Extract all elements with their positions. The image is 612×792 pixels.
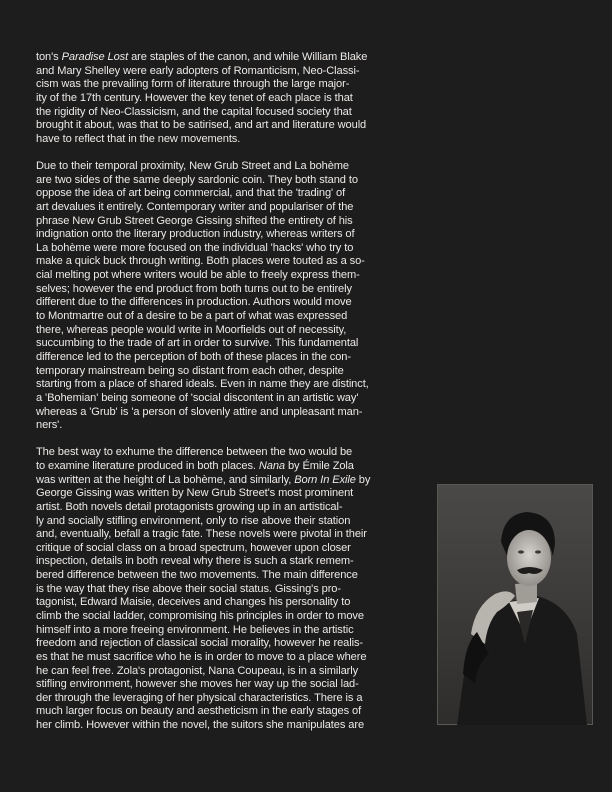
text-line	[36, 365, 408, 379]
text-segment: artist. Both novels detail protagonists growing up in an artistical-	[36, 500, 343, 513]
text-segment: Due to their temporal proximity, New Grub Street and La bohème	[36, 159, 349, 172]
text-segment: difference led to the perception of both of these places in the con-	[36, 350, 351, 363]
text-segment: tagonist, Edward Maisie, deceives and changes his personality to	[36, 596, 351, 609]
text-segment: much larger focus on beauty and aestheticism in the early stages of	[36, 705, 362, 718]
text-line	[36, 555, 408, 569]
text-segment: es that he must sacrifice who he is in order to move to a place where	[36, 650, 367, 663]
text-segment: cial melting pot where writers would be able to freely express them-	[36, 269, 360, 282]
text-line	[36, 65, 408, 79]
text-segment: der through the leveraging of her physical characteristics. There is a	[36, 691, 363, 704]
text-segment: starting from a place of shared ideals. Even in name they are distinct,	[36, 378, 369, 391]
text-line	[36, 119, 408, 133]
text-segment: art devalues it entirely. Contemporary writer and populariser of the	[36, 200, 354, 213]
article-paragraph	[36, 51, 408, 146]
text-segment: freedom and rejection of classical social morality, however he realis-	[36, 637, 363, 650]
text-segment: by Émile Zola	[284, 459, 354, 472]
text-segment: her climb. However within the novel, the suitors she manipulates are	[36, 719, 365, 732]
text-segment: selves; however the end product from both turns out to be entirely	[36, 282, 352, 295]
text-segment: The best way to exhume the difference between the two would be	[36, 446, 353, 459]
text-segment: he can feel free. Zola's protagonist, Nana Coupeau, is in a similarly	[36, 664, 359, 677]
text-line	[36, 637, 408, 651]
text-line	[36, 460, 408, 474]
text-line	[36, 228, 408, 242]
text-segment: ners'.	[36, 419, 63, 432]
text-line	[36, 174, 408, 188]
text-segment: whereas a 'Grub' is 'a person of slovenly attire and unpleasant man-	[36, 405, 363, 418]
italic-title: Paradise Lost	[61, 51, 129, 63]
text-line	[36, 310, 408, 324]
text-segment: is the way that they rise above their social status. Gissing's pro-	[36, 582, 341, 595]
text-segment: the rigidity of Neo-Classicism, and the capital focused society that	[36, 105, 352, 118]
text-line	[36, 92, 408, 106]
text-segment: brought it about, was that to be satirised, and art and literature would	[36, 119, 367, 132]
text-line	[36, 283, 408, 297]
text-line	[36, 324, 408, 338]
text-segment: to Montmartre out of a desire to be a part of what was expressed	[36, 310, 348, 323]
text-segment: by	[355, 473, 371, 486]
text-line	[36, 419, 408, 433]
text-segment: ity of the 17th century. However the key tenet of each place is that	[36, 91, 353, 104]
text-line	[36, 51, 408, 65]
article-text-column	[36, 51, 408, 746]
text-segment: stifling environment, however she moves her way up the social lad-	[36, 678, 359, 691]
portrait-photo	[437, 484, 593, 725]
text-segment: and Mary Shelley were early adopters of Romanticism, Neo-Classi-	[36, 64, 360, 77]
article-paragraph	[36, 160, 408, 433]
text-segment: phrase New Grub Street George Gissing shifted the entirety of his	[36, 214, 353, 227]
text-line	[36, 515, 408, 529]
italic-title: Born In Exile	[294, 473, 356, 486]
text-line	[36, 583, 408, 597]
text-line	[36, 610, 408, 624]
text-line	[36, 201, 408, 215]
text-line	[36, 528, 408, 542]
text-line	[36, 474, 408, 488]
text-line	[36, 296, 408, 310]
text-segment: are staples of the canon, and while William Blake	[128, 51, 368, 63]
text-segment: inspection, details in both reveal why there is such a stark remem-	[36, 555, 354, 568]
text-segment: oppose the idea of art being commercial, and that the 'trading' of	[36, 187, 346, 200]
text-segment: succumbing to the trade of art in order to survive. This fundamental	[36, 337, 359, 350]
text-segment: have to reflect that in the new movements.	[36, 132, 241, 145]
text-segment: climb the social ladder, compromising his principles in order to move	[36, 609, 364, 622]
text-segment: was written at the height of La bohème, and similarly,	[36, 473, 295, 486]
text-segment: different due to the differences in production. Authors would move	[36, 296, 352, 309]
text-line	[36, 542, 408, 556]
text-line	[36, 406, 408, 420]
portrait-photo-icon	[437, 484, 593, 725]
text-line	[36, 624, 408, 638]
text-segment: there, whereas people would write in Moorfields out of necessity,	[36, 323, 347, 336]
text-line	[36, 106, 408, 120]
text-line	[36, 255, 408, 269]
text-line	[36, 187, 408, 201]
article-paragraph	[36, 446, 408, 732]
text-segment: make a quick buck through writing. Both places were touted as a so-	[36, 255, 365, 268]
text-segment: temporary mainstream being so distant from each other, despite	[36, 364, 344, 377]
text-segment: indignation onto the literary production industry, whereas writers of	[36, 228, 355, 241]
text-line	[36, 215, 408, 229]
text-line	[36, 651, 408, 665]
text-segment: are two sides of the same deeply sardonic coin. They both stand to	[36, 173, 358, 186]
text-line	[36, 160, 408, 174]
text-line	[36, 678, 408, 692]
text-segment: bered difference between the two movements. The main difference	[36, 569, 358, 582]
text-segment: himself into a more freeing environment. He believes in the artistic	[36, 623, 354, 636]
text-line	[36, 487, 408, 501]
text-line	[36, 665, 408, 679]
text-line	[36, 692, 408, 706]
text-line	[36, 705, 408, 719]
text-segment: critique of social class on a broad spectrum, however upon closer	[36, 541, 351, 554]
text-line	[36, 351, 408, 365]
text-segment: a 'Bohemian' being someone of 'social discontent in an artistic way'	[36, 391, 359, 404]
text-line	[36, 446, 408, 460]
text-segment: La bohème were more focused on the individual 'hacks' who try to	[36, 241, 354, 254]
italic-title: Nana	[258, 459, 285, 472]
text-line	[36, 501, 408, 515]
text-line	[36, 719, 408, 733]
text-line	[36, 378, 408, 392]
text-segment: ton's	[36, 51, 62, 63]
text-segment: and, eventually, befall a tragic fate. These novels were pivotal in their	[36, 528, 367, 541]
text-line	[36, 337, 408, 351]
text-segment: cism was the prevailing form of literature through the large major-	[36, 78, 350, 91]
text-line	[36, 596, 408, 610]
text-segment: ly and socially stifling environment, only to rise above their station	[36, 514, 351, 527]
text-segment: George Gissing was written by New Grub Street's most prominent	[36, 487, 354, 500]
text-line	[36, 133, 408, 147]
text-line	[36, 269, 408, 283]
text-segment: to examine literature produced in both places.	[36, 459, 259, 472]
text-line	[36, 392, 408, 406]
text-line	[36, 78, 408, 92]
text-line	[36, 569, 408, 583]
text-line	[36, 242, 408, 256]
